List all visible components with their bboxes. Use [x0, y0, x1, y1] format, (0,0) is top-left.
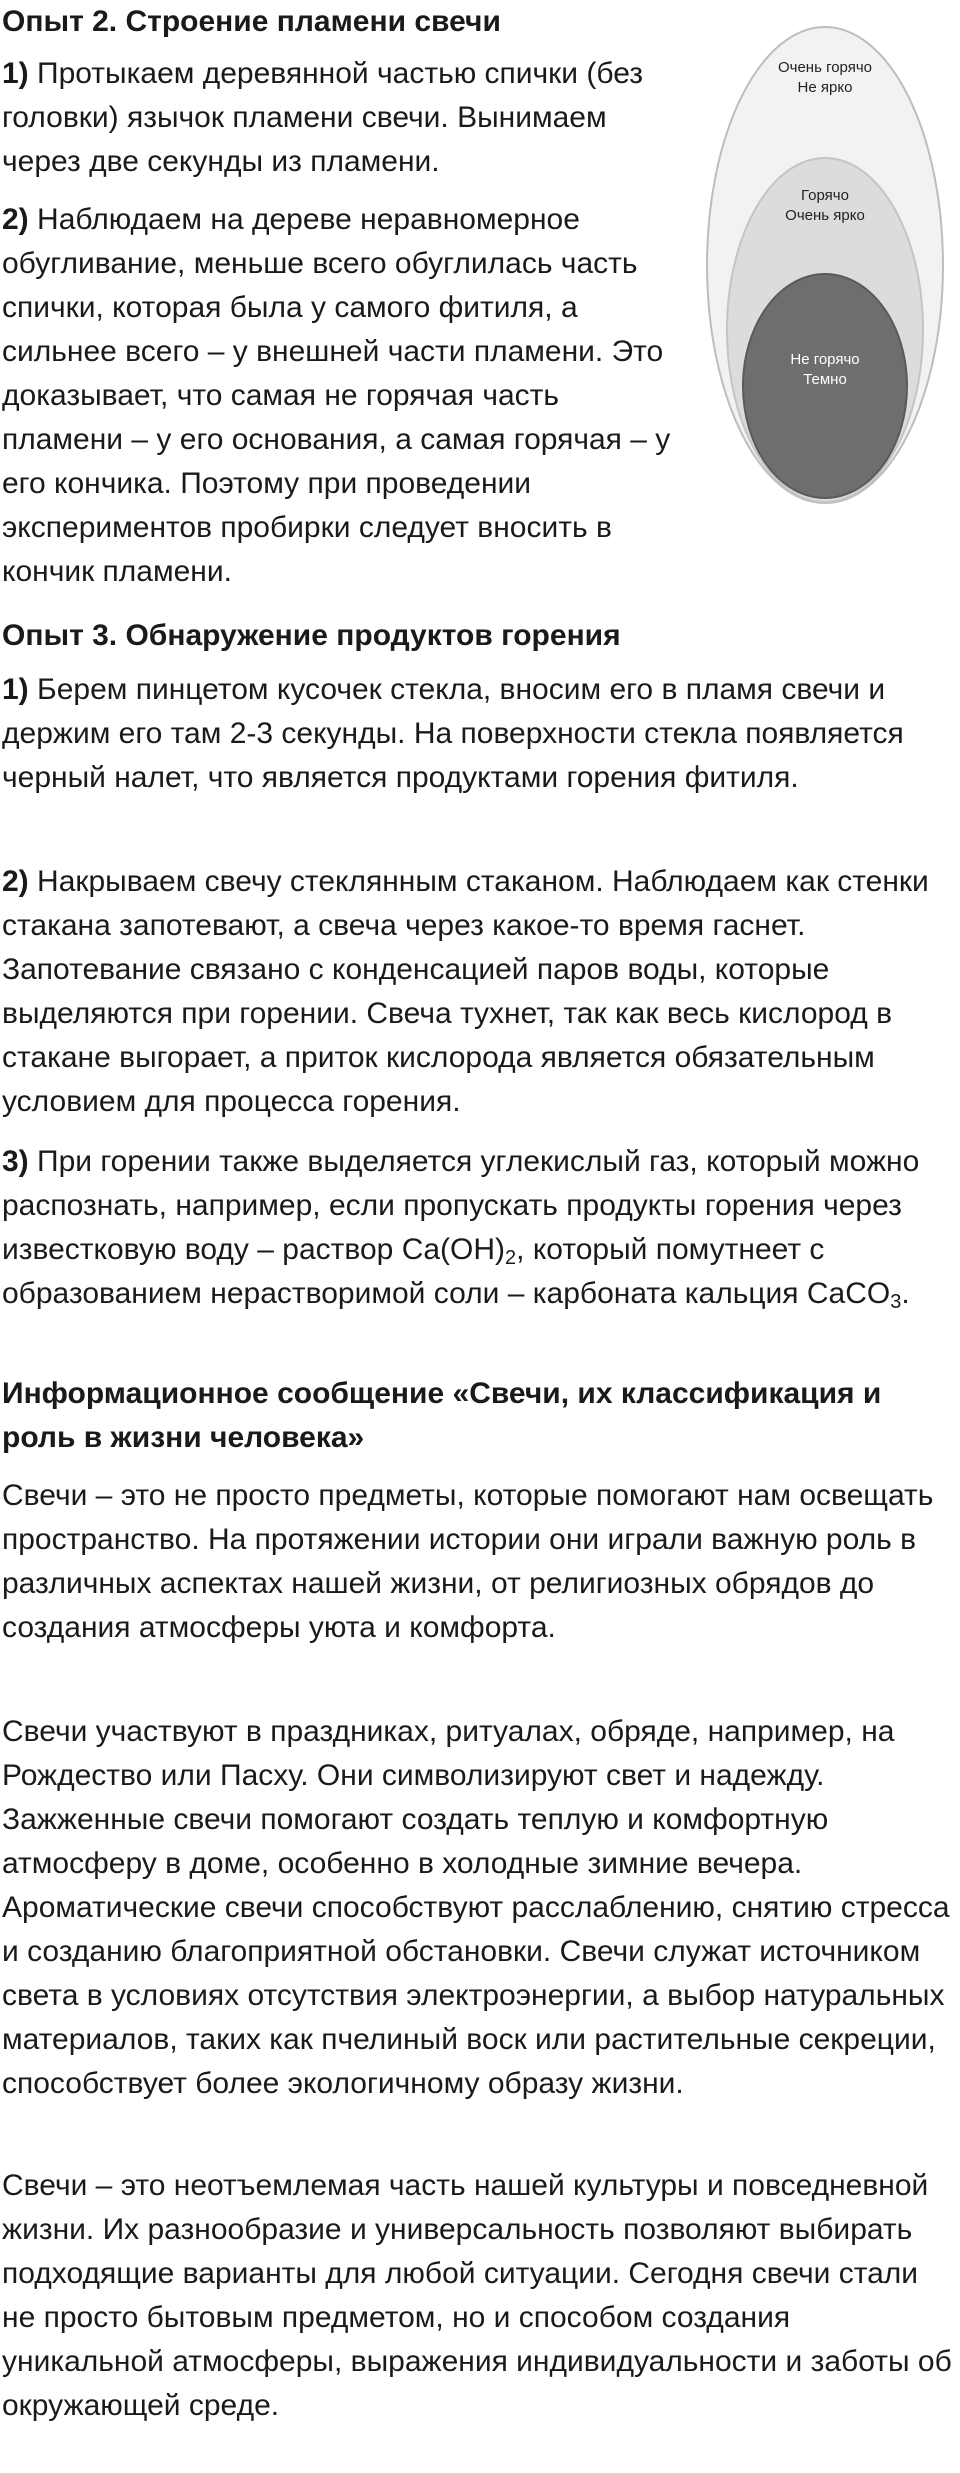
- outer-zone-label-2: Не ярко: [797, 79, 853, 96]
- flame-zones-diagram: [700, 20, 950, 510]
- inner-zone-label-2: Темно: [803, 371, 847, 388]
- exp2-step1: [2, 52, 682, 184]
- exp3-step2: [2, 860, 958, 1124]
- exp3-subscript-2: 2: [505, 1247, 517, 1269]
- exp3-step1-number: 1): [2, 673, 29, 706]
- outer-zone-label-1: Очень горячо: [777, 59, 873, 76]
- exp3-title: Опыт 3. Обнаружение продуктов горения: [2, 619, 621, 652]
- exp2-step1-text: Протыкаем деревянной частью спички (без головки) язычок пламени свечи. Вынимаем через две секунды из пламени.: [2, 57, 644, 178]
- exp3-step3-text-a: При горении также выделяется углекислый газ, который можно распознать, например, если пропускать продукты горения через известковую воду – раствор Ca(OH): [2, 1145, 920, 1266]
- middle-zone-label-2: Очень ярко: [785, 207, 865, 224]
- info-paragraph-3: Свечи – это неотъемлемая часть нашей культуры и повседневной жизни. Их разнообразие и универсальность позволяют выбирать подходящие варианты для любой ситуации. Сегодня свечи стали не просто бытовым предметом, но и способом создания уникальной атмосферы, выражения индивидуальности и заботы об окружающей среде.: [2, 2169, 952, 2422]
- exp2-title: Опыт 2. Строение пламени свечи: [2, 5, 501, 38]
- exp3-step1: [2, 668, 958, 800]
- info-title: Информационное сообщение «Свечи, их классификация и роль в жизни человека»: [2, 1377, 882, 1454]
- inner-zone-label-1: Не горячо: [790, 351, 860, 368]
- exp2-step2-number: 2): [2, 203, 29, 236]
- exp3-step1-text: Берем пинцетом кусочек стекла, вносим его в пламя свечи и держим его там 2-3 секунды. На поверхности стекла появляется черный налет, что является продуктами горения фитиля.: [2, 673, 904, 794]
- exp3-step3-text-c: .: [901, 1277, 910, 1310]
- middle-zone-label-1: Горячо: [801, 187, 849, 204]
- exp3-step3-text-b: , который помутнеет с образованием нерастворимой соли – карбоната кальция CaCO: [2, 1233, 891, 1310]
- exp2-step2: [2, 198, 682, 594]
- exp3-step2-number: 2): [2, 865, 29, 898]
- exp3-step3: [2, 1140, 958, 1316]
- exp2-step1-number: 1): [2, 57, 29, 90]
- exp2-step2-text: Наблюдаем на дереве неравномерное обугливание, меньше всего обуглилась часть спички, которая была у самого фитиля, а сильнее всего – у внешней части пламени. Это доказывает, что самая не горячая часть пламени – у его основания, а самая горячая – у его кончика. Поэтому при проведении экспериментов пробирки следует вносить в кончик пламени.: [2, 203, 671, 588]
- info-paragraph-1: Свечи – это не просто предметы, которые помогают нам освещать пространство. На протяжении истории они играли важную роль в различных аспектах нашей жизни, от религиозных обрядов до создания атмосферы уюта и комфорта.: [2, 1479, 934, 1644]
- info-paragraph-2: Свечи участвуют в праздниках, ритуалах, обряде, например, на Рождество или Пасху. Они символизируют свет и надежду. Зажженные свечи помогают создать теплую и комфортную атмосферу в доме, особенно в холодные зимние вечера. Ароматические свечи способствуют расслаблению, снятию стресса и созданию благоприятной обстановки. Свечи служат источником света в условиях отсутствия электроэнергии, а выбор натуральных материалов, таких как пчелиный воск или растительные секреции, способствует более экологичному образу жизни.: [2, 1715, 950, 2100]
- exp3-step2-text: Накрываем свечу стеклянным стаканом. Наблюдаем как стенки стакана запотевают, а свеча через какое-то время гаснет. Запотевание связано с конденсацией паров воды, которые выделяются при горении. Свеча тухнет, так как весь кислород в стакане выгорает, а приток кислорода является обязательным условием для процесса горения.: [2, 865, 929, 1118]
- exp3-step3-number: 3): [2, 1145, 29, 1178]
- exp3-subscript-3: 3: [890, 1291, 902, 1313]
